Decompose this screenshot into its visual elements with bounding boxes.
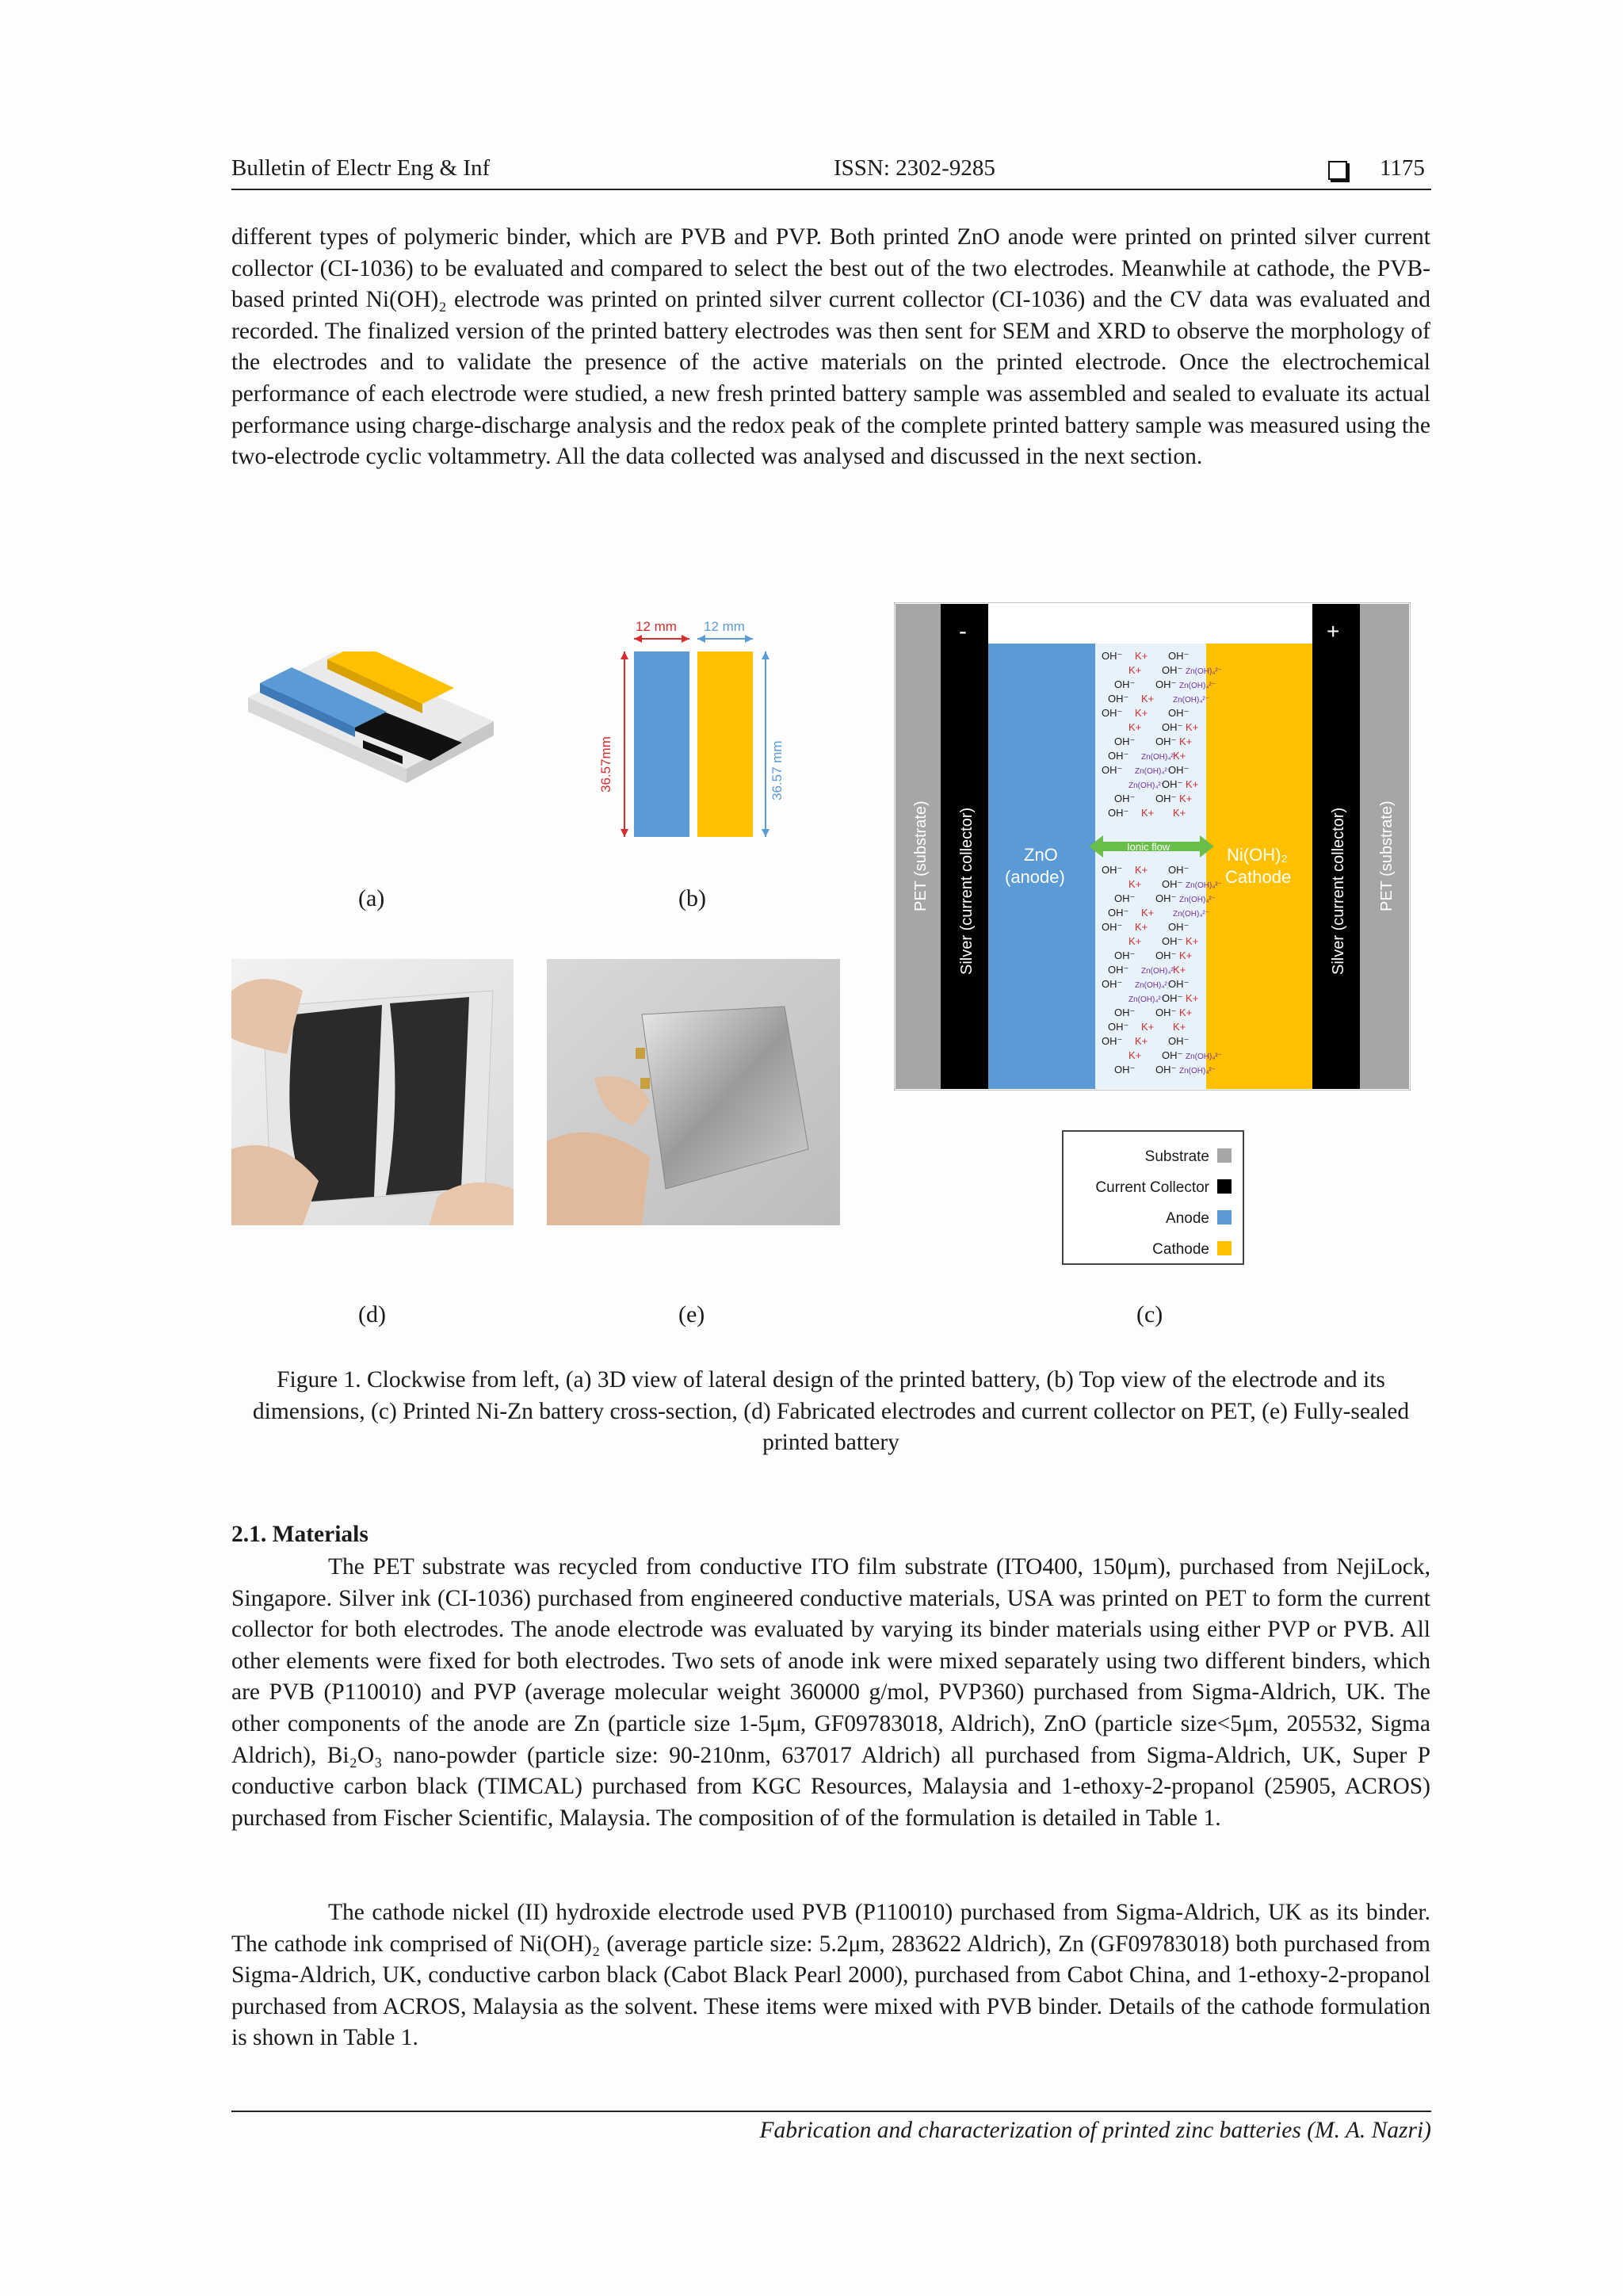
legend-item [1095, 1141, 1232, 1172]
ion-label: K+ [1128, 935, 1142, 947]
ion-label: OH⁻ [1155, 949, 1177, 961]
intro-paragraph: different types of polymeric binder, which are PVB and PVP. Both printed ZnO anode were printed on printed silver current collector (CI-1036) to be evaluated and compared to select the best out of the two electrodes. Meanwhile at cathode, the PVB-based printed Ni(OH)₂ electrode was printed on printed silver current collector (CI-1036) and the CV data was evaluated and recorded. The finalized version of the printed battery electrodes was then sent for SEM and XRD to observe the morphology of the electrodes and to validate the presence of the active materials on the printed electrode. Once the electrochemical performance of each electrode were studied, a new fresh printed battery sample was assembled and sealed to evaluate its actual performance using charge-discharge analysis and the redox peak of the complete printed battery sample was measured using the two-electrode cyclic voltammetry. All the data collected was analysed and discussed in the next section. [231, 224, 1430, 470]
panel-c-cross-section [894, 602, 1411, 1091]
header-rule [231, 189, 1431, 190]
pet-label-right: PET (substrate) [1378, 800, 1396, 911]
ion-label: OH⁻ [1102, 764, 1123, 776]
legend-items [1095, 1141, 1232, 1265]
ion-label: OH⁻ [1168, 707, 1190, 719]
ion-label: Zn(OH)₄²⁻ [1186, 881, 1223, 890]
silver-label-left: Silver (current collector) [958, 807, 976, 975]
ion-label: OH⁻ [1162, 721, 1183, 733]
ion-label: OH⁻ [1162, 878, 1183, 890]
ion-label: OH⁻ [1114, 949, 1136, 961]
legend-label: Substrate [1144, 1148, 1209, 1165]
legend-box [1062, 1130, 1244, 1265]
ion-label: OH⁻ [1108, 750, 1129, 762]
page-number: 1175 [1380, 155, 1425, 181]
ion-label: OH⁻ [1162, 664, 1183, 676]
ion-label: OH⁻ [1168, 864, 1190, 876]
figure-caption: Figure 1. Clockwise from left, (a) 3D view of lateral design of the printed battery, (b) Top view of the electrode and its dimensions, (c) Printed Ni-Zn battery cross-section, (d) Fabricated electrodes and current collector on PET, (e) Fully-sealed printed battery [252, 1367, 1410, 1456]
anode-block [988, 644, 1095, 1089]
ion-label: Zn(OH)₄²⁻ [1135, 981, 1172, 990]
ion-label: OH⁻ [1102, 1035, 1123, 1047]
legend-label: Cathode [1152, 1241, 1209, 1258]
silver-label-right: Silver (current collector) [1330, 807, 1347, 975]
ion-label: K+ [1179, 1007, 1193, 1018]
ion-label: K+ [1186, 721, 1199, 733]
ion-label: K+ [1135, 921, 1148, 933]
ion-label: OH⁻ [1155, 1007, 1177, 1018]
ion-label: K+ [1186, 992, 1199, 1004]
ion-label: Zn(OH)₄²⁻ [1186, 667, 1223, 676]
panel-b-top-view [586, 610, 800, 848]
ion-label: Zn(OH)₄²⁻ [1179, 1067, 1216, 1075]
ion-label: OH⁻ [1155, 678, 1177, 690]
ion-label: OH⁻ [1162, 935, 1183, 947]
materials-paragraph-1: The PET substrate was recycled from conductive ITO film substrate (ITO400, 150μm), purchased from NejiLock, Singapore. Silver ink (CI-1036) purchased from engineered conductive materials, USA was printed on PET to form the current collector for both electrodes. The anode electrode was evaluated by varying its binder materials using either PVP or PVB. All other elements were fixed for both electrodes. Two sets of anode ink were mixed separately using two different binders, which are PVB (P110010) and PVP (average molecular weight 360000 g/mol, PVP360) purchased from Sigma-Aldrich, UK. The other components of the anode are Zn (particle size 1-5μm, GF09783018, Aldrich), ZnO (particle size<5μm, 205532, Sigma Aldrich), Bi₂O₃ nano-powder (particle size: 90-210nm, 637017 Aldrich) all purchased from Sigma-Aldrich, UK, Super P conductive carbon black (TIMCAL) purchased from KGC Resources, Malaysia and 1-ethoxy-2-propanol (25905, ACROS) purchased from Fischer Scientific, Malaysia. The composition of of the formulation is detailed in Table 1. [231, 1554, 1430, 1831]
minus-sign: - [959, 618, 967, 644]
ion-label: K+ [1141, 807, 1155, 819]
journal-name: Bulletin of Electr Eng & Inf [231, 155, 491, 181]
ion-label: K+ [1128, 721, 1142, 733]
ion-label: Zn(OH)₄²⁻ [1128, 781, 1166, 790]
panel-a-label: (a) [358, 885, 385, 911]
ion-label: Zn(OH)₄²⁻ [1128, 995, 1166, 1004]
ion-label: K+ [1173, 964, 1186, 976]
ion-label: K+ [1179, 735, 1193, 747]
ion-label: OH⁻ [1114, 892, 1136, 904]
ion-label: K+ [1128, 664, 1142, 676]
ion-label: OH⁻ [1108, 1021, 1129, 1033]
ion-label: OH⁻ [1108, 964, 1129, 976]
ion-label: OH⁻ [1114, 793, 1136, 804]
ion-label: K+ [1173, 750, 1186, 762]
ion-label: OH⁻ [1162, 992, 1183, 1004]
top-view-height-left: 36.57mm [598, 736, 613, 793]
ion-label: Zn(OH)₄²⁻ [1179, 682, 1216, 690]
ion-label: OH⁻ [1102, 921, 1123, 933]
ion-label: K+ [1141, 693, 1155, 705]
cathode-label-1: Ni(OH)₂ [1227, 845, 1288, 865]
square-bullet-icon [1328, 161, 1347, 180]
ion-label: K+ [1173, 1021, 1186, 1033]
ion-label: OH⁻ [1114, 1064, 1136, 1075]
ion-label: OH⁻ [1162, 1049, 1183, 1061]
ion-label: OH⁻ [1114, 735, 1136, 747]
ion-label: OH⁻ [1168, 921, 1190, 933]
ion-label: K+ [1141, 907, 1155, 919]
ion-label: K+ [1186, 935, 1199, 947]
section-heading: 2.1. Materials [231, 1522, 369, 1547]
ion-label: OH⁻ [1168, 764, 1190, 776]
ion-label: K+ [1128, 1049, 1142, 1061]
ion-label: K+ [1173, 807, 1186, 819]
panel-a-3d-battery [244, 651, 498, 786]
top-view-width-right: 12 mm [704, 619, 745, 634]
panel-d-photo-electrodes [231, 959, 514, 1225]
ion-label: OH⁻ [1108, 907, 1129, 919]
issn: ISSN: 2302-9285 [834, 155, 995, 181]
plus-sign: + [1327, 619, 1340, 644]
ionic-flow-label: Ionic flow [1127, 841, 1170, 853]
ion-label: K+ [1135, 707, 1148, 719]
panel-d-label: (d) [358, 1301, 386, 1328]
ion-label: K+ [1135, 650, 1148, 662]
ion-label: K+ [1186, 778, 1199, 790]
ion-label: Zn(OH)₄²⁻ [1186, 1052, 1223, 1061]
panel-e-photo-sealed-battery [547, 959, 840, 1225]
pet-label-left: PET (substrate) [912, 800, 930, 911]
ion-label: Zn(OH)₄²⁻ [1135, 767, 1172, 776]
cathode-label-2: Cathode [1225, 867, 1292, 887]
legend-swatch [1217, 1210, 1232, 1224]
ion-label: Zn(OH)₄²⁻ [1173, 910, 1210, 919]
ion-label: OH⁻ [1102, 707, 1123, 719]
anode-label-1: ZnO [1024, 845, 1058, 865]
materials-paragraph-2: The cathode nickel (II) hydroxide electrode used PVB (P110010) purchased from Sigma-Aldrich, UK as its binder. The cathode ink comprised of Ni(OH)₂ (average particle size: 5.2μm, 283622 Aldrich), Zn (GF09783018) both purchased from Sigma-Aldrich, UK, conductive carbon black (Cabot Black Pearl 2000), purchased from Cabot China, and 1-ethoxy-2-propanol purchased from ACROS, Malaysia as the solvent. These items were mixed with PVB binder. Details of the cathode formulation is shown in Table 1. [231, 1900, 1430, 2051]
ion-label: K+ [1135, 1035, 1148, 1047]
footer-text: Fabrication and characterization of printed zinc batteries (M. A. Nazri) [759, 2118, 1431, 2143]
ion-label: K+ [1179, 793, 1193, 804]
ion-label: Zn(OH)₄²⁻ [1179, 896, 1216, 904]
legend-item [1095, 1172, 1232, 1203]
ion-label: Zn(OH)₄²⁻ [1141, 753, 1178, 762]
ion-label: OH⁻ [1108, 693, 1129, 705]
legend-swatch [1217, 1179, 1232, 1194]
panel-b-label: (b) [678, 885, 706, 911]
ion-label: OH⁻ [1155, 735, 1177, 747]
legend-item [1095, 1203, 1232, 1234]
ion-label: K+ [1128, 878, 1142, 890]
ion-label: Zn(OH)₄²⁻ [1141, 967, 1178, 976]
ion-label: OH⁻ [1168, 650, 1190, 662]
ion-label: K+ [1179, 949, 1193, 961]
top-view-width-left: 12 mm [636, 619, 677, 634]
cathode-block [1206, 644, 1312, 1089]
ion-label: OH⁻ [1114, 1007, 1136, 1018]
ion-label: OH⁻ [1155, 1064, 1177, 1075]
ion-label: OH⁻ [1155, 892, 1177, 904]
anode-label-2: (anode) [1005, 867, 1065, 887]
ion-label: OH⁻ [1162, 778, 1183, 790]
legend-label: Anode [1166, 1210, 1209, 1227]
ion-label: OH⁻ [1168, 1035, 1190, 1047]
legend-label: Current Collector [1095, 1179, 1209, 1196]
ion-label: OH⁻ [1102, 864, 1123, 876]
ion-label: OH⁻ [1168, 978, 1190, 990]
ion-label: OH⁻ [1108, 807, 1129, 819]
legend-item [1095, 1234, 1232, 1265]
ion-label: OH⁻ [1155, 793, 1177, 804]
legend-swatch [1217, 1148, 1232, 1163]
panel-c-label: (c) [1136, 1301, 1163, 1328]
ion-label: OH⁻ [1114, 678, 1136, 690]
panel-e-label: (e) [678, 1301, 705, 1328]
ion-label: OH⁻ [1102, 978, 1123, 990]
ion-label: Zn(OH)₄²⁻ [1173, 696, 1210, 705]
ion-label: K+ [1141, 1021, 1155, 1033]
legend-swatch [1217, 1241, 1232, 1255]
footer-rule [231, 2111, 1431, 2112]
ion-label: OH⁻ [1102, 650, 1123, 662]
ion-label: K+ [1135, 864, 1148, 876]
top-view-height-right: 36.57 mm [769, 740, 785, 800]
